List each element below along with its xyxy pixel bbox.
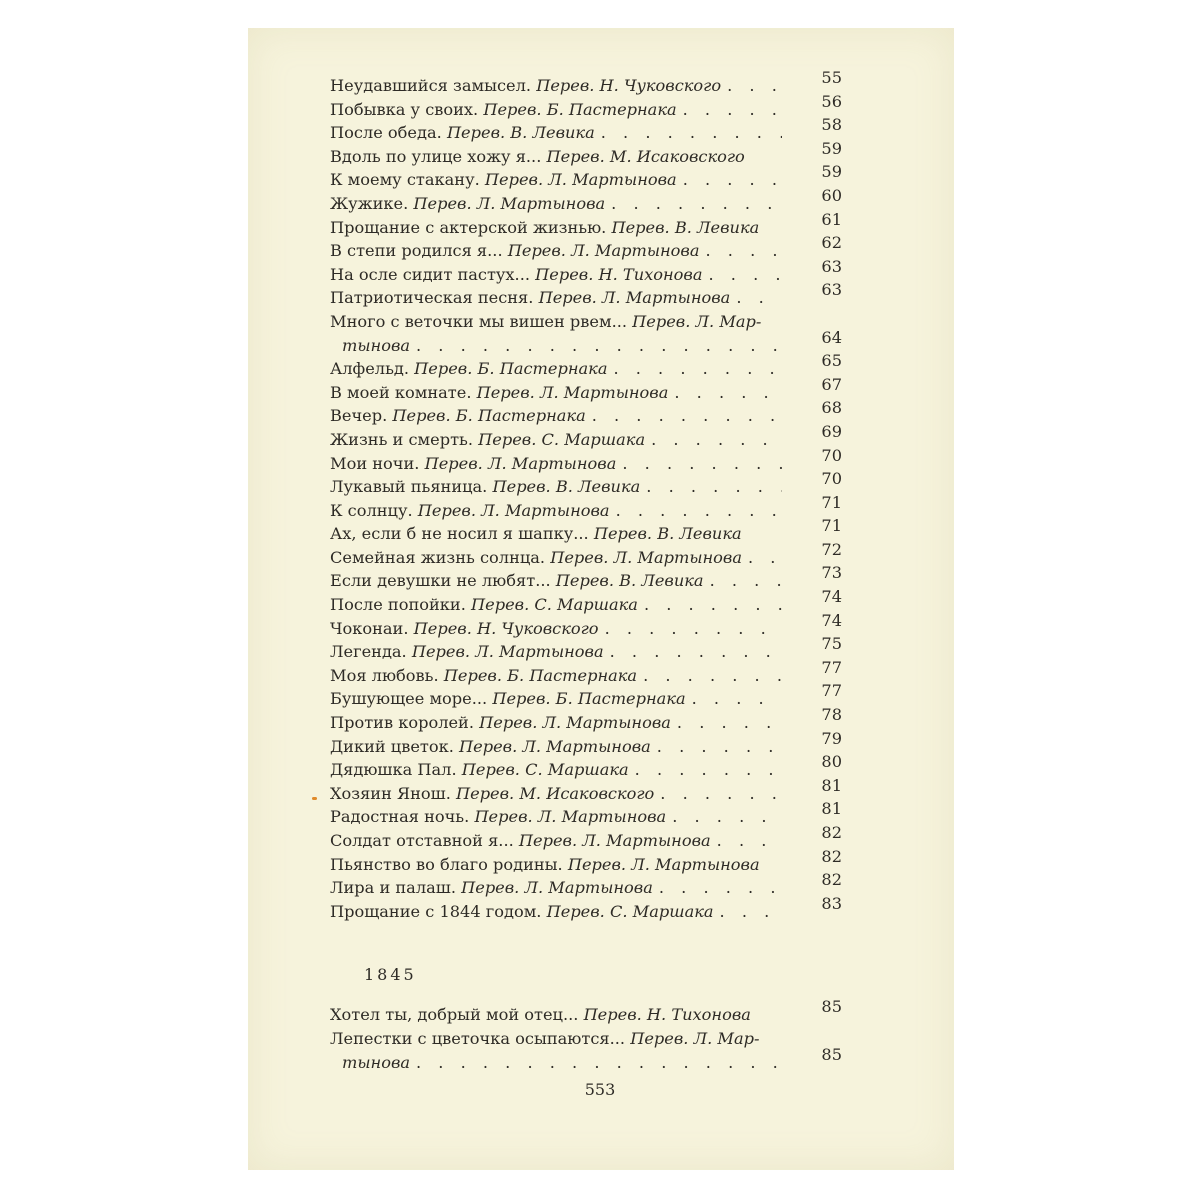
toc-entry bbox=[330, 657, 850, 688]
poem-title: Пьянство во благо родины. bbox=[330, 854, 563, 874]
dot-leader bbox=[622, 452, 782, 476]
toc-entry-line bbox=[330, 805, 782, 829]
translator-credit: Перев. Л. Мартынова bbox=[538, 288, 731, 308]
toc-entry-body bbox=[330, 853, 782, 877]
translator-credit: Перев. Н. Тихонова bbox=[583, 1005, 751, 1025]
toc-entry-body bbox=[330, 381, 782, 405]
toc-entry bbox=[330, 705, 850, 735]
toc-entry bbox=[330, 162, 850, 192]
toc-page-number: 81 bbox=[821, 775, 842, 795]
translator-credit: Перев. Н. Тихонова bbox=[535, 264, 703, 284]
toc-entry-line bbox=[330, 74, 782, 98]
dot-leader bbox=[659, 876, 782, 900]
translator-credit: Перев. В. Левика bbox=[446, 123, 595, 143]
toc-entry-body bbox=[330, 829, 782, 853]
toc-entry-line bbox=[330, 192, 782, 216]
toc-page-number: 82 bbox=[821, 823, 842, 842]
toc-entry-line bbox=[330, 569, 782, 593]
toc-page-number: 63 bbox=[821, 280, 842, 300]
toc-entry bbox=[330, 1027, 850, 1074]
toc-entry-line bbox=[330, 640, 782, 664]
poem-title: Радостная ночь. bbox=[330, 807, 470, 827]
toc-entry bbox=[330, 610, 850, 641]
toc-entry-line bbox=[330, 239, 782, 263]
translator-credit: Перев. Л. Мар- bbox=[632, 311, 762, 331]
poem-title: После обеда. bbox=[330, 123, 442, 143]
toc-page-number: 68 bbox=[821, 398, 842, 418]
toc-entry-body bbox=[330, 145, 782, 169]
toc-entry-body bbox=[330, 758, 782, 782]
translator-credit: Перев. Л. Мартынова bbox=[424, 453, 617, 473]
dot-leader bbox=[610, 640, 782, 664]
poem-title: Дикий цветок. bbox=[330, 736, 454, 756]
poem-title: Жизнь и смерть. bbox=[330, 429, 474, 449]
toc-entry-line bbox=[330, 499, 782, 523]
translator-credit: Перев. Л. Мартынова bbox=[507, 241, 700, 261]
toc-page-number: 65 bbox=[821, 351, 842, 371]
toc-entry-line bbox=[330, 1027, 782, 1051]
translator-credit: Перев. Л. Мартынова bbox=[567, 854, 760, 874]
poem-title: Неудавшийся замысел. bbox=[330, 76, 532, 95]
translator-credit: тынова bbox=[342, 335, 411, 355]
toc-entry-body bbox=[330, 357, 782, 381]
translator-credit: Перев. Л. Мартынова bbox=[411, 642, 604, 662]
toc-entry-body bbox=[330, 593, 782, 617]
toc-entry bbox=[330, 398, 850, 428]
toc-entry-line bbox=[330, 687, 782, 711]
toc-page-number: 75 bbox=[821, 634, 842, 654]
toc-entry-line bbox=[330, 593, 782, 617]
toc-entry-line bbox=[330, 522, 782, 546]
dot-leader bbox=[672, 805, 782, 829]
dot-leader bbox=[605, 617, 782, 641]
poem-title: Солдат отставной я... bbox=[330, 831, 514, 850]
dot-leader bbox=[660, 782, 782, 806]
toc-entry-line bbox=[330, 145, 782, 169]
toc-entry-line bbox=[330, 900, 782, 924]
toc-entry bbox=[330, 91, 850, 122]
toc-entry bbox=[330, 997, 850, 1027]
toc-entry bbox=[330, 634, 850, 664]
poem-title: Чоконаи. bbox=[330, 618, 409, 638]
toc-section bbox=[330, 68, 850, 923]
dot-leader bbox=[651, 428, 782, 452]
table-of-contents bbox=[330, 68, 850, 1074]
toc-entry bbox=[330, 893, 850, 924]
poem-title: Вечер. bbox=[330, 406, 388, 426]
translator-credit: Перев. Л. Мар- bbox=[630, 1028, 760, 1048]
poem-title: Моя любовь. bbox=[330, 665, 439, 685]
toc-entry bbox=[330, 752, 850, 782]
translator-credit: Перев. Л. Мартынова bbox=[479, 713, 671, 733]
toc-entry-line bbox=[330, 475, 782, 499]
dot-leader bbox=[616, 499, 782, 523]
toc-page-number: 71 bbox=[821, 492, 842, 512]
toc-entry-body bbox=[330, 475, 782, 499]
translator-credit: Перев. В. Левика bbox=[555, 571, 704, 591]
toc-entry bbox=[330, 374, 850, 405]
toc-entry bbox=[330, 492, 850, 523]
toc-entry bbox=[330, 587, 850, 617]
toc-entry bbox=[330, 185, 850, 216]
dot-leader bbox=[710, 569, 782, 593]
toc-entry-line bbox=[330, 1003, 782, 1027]
toc-entry-body bbox=[330, 263, 782, 287]
toc-page-number: 69 bbox=[821, 421, 842, 441]
toc-entry-body bbox=[330, 1003, 782, 1027]
toc-entry-line bbox=[330, 735, 782, 759]
translator-credit: Перев. Б. Пастернака bbox=[392, 406, 586, 426]
toc-entry bbox=[330, 539, 850, 570]
toc-entry bbox=[330, 209, 850, 240]
toc-page-number: 78 bbox=[821, 705, 842, 725]
poem-title: В моей комнате. bbox=[330, 382, 472, 402]
toc-entry-body bbox=[330, 664, 782, 688]
toc-entry-line bbox=[330, 381, 782, 405]
toc-page-number: 74 bbox=[821, 587, 842, 607]
translator-credit: Перев. Н. Чуковского bbox=[536, 76, 722, 95]
toc-page-number: 80 bbox=[821, 752, 842, 772]
toc-entry bbox=[330, 775, 850, 806]
toc-entry-body bbox=[330, 452, 782, 476]
toc-entry-line bbox=[330, 782, 782, 806]
toc-page-number: 58 bbox=[821, 115, 842, 135]
toc-page-number: 59 bbox=[821, 138, 842, 158]
toc-entry-body bbox=[330, 121, 782, 145]
toc-page-number: 60 bbox=[821, 185, 842, 205]
toc-page-number: 79 bbox=[821, 728, 842, 748]
toc-page-number: 85 bbox=[821, 997, 842, 1017]
toc-entry-body bbox=[330, 216, 782, 240]
toc-entry bbox=[330, 681, 850, 711]
poem-title: Побывка у своих. bbox=[330, 99, 479, 119]
dot-leader bbox=[674, 381, 782, 405]
toc-entry bbox=[330, 870, 850, 900]
toc-entry-line bbox=[330, 546, 782, 570]
toc-entry bbox=[330, 728, 850, 759]
dot-leader bbox=[635, 758, 782, 782]
dot-leader bbox=[611, 192, 782, 216]
toc-entry-body bbox=[330, 499, 782, 523]
toc-entry-body bbox=[330, 617, 782, 641]
toc-page-number: 77 bbox=[821, 681, 842, 701]
poem-title: Мои ночи. bbox=[330, 453, 420, 473]
translator-credit: Перев. С. Маршака bbox=[546, 901, 714, 921]
toc-entry bbox=[330, 351, 850, 381]
poem-title: Ах, если б не носил я шапку... bbox=[330, 524, 589, 544]
translator-credit: Перев. Б. Пастернака bbox=[414, 359, 608, 379]
toc-entry-line bbox=[330, 876, 782, 900]
translator-credit: Перев. С. Маршака bbox=[478, 429, 646, 449]
poem-title: Легенда. bbox=[330, 642, 407, 662]
translator-credit: Перев. Л. Мартынова bbox=[417, 500, 610, 520]
dot-leader bbox=[416, 334, 782, 358]
translator-credit: Перев. Б. Пастернака bbox=[443, 665, 638, 685]
translator-credit: Перев. В. Левика bbox=[593, 524, 742, 544]
poem-title: Против королей. bbox=[330, 713, 474, 733]
toc-entry-line bbox=[330, 1051, 782, 1075]
poem-title: Патриотическая песня. bbox=[330, 288, 534, 308]
section-year-heading: 1845 bbox=[364, 965, 417, 985]
toc-page-number: 85 bbox=[821, 1044, 842, 1064]
dot-leader bbox=[717, 829, 782, 853]
dot-leader bbox=[748, 546, 782, 570]
toc-entry bbox=[330, 68, 850, 98]
toc-entry-line bbox=[330, 711, 782, 735]
toc-page-number: 83 bbox=[821, 893, 842, 913]
toc-entry-line bbox=[330, 829, 782, 853]
toc-entry-body bbox=[330, 286, 782, 310]
poem-title: К моему стакану. bbox=[330, 170, 480, 190]
dot-leader bbox=[646, 475, 782, 499]
toc-entry-body bbox=[330, 640, 782, 664]
poem-title: Лепестки с цветочка осыпаются... bbox=[330, 1028, 626, 1048]
toc-page-number: 73 bbox=[821, 563, 842, 583]
toc-page-number: 82 bbox=[821, 870, 842, 890]
poem-title: В степи родился я... bbox=[330, 241, 503, 261]
paper-blemish bbox=[312, 797, 317, 800]
translator-credit: Перев. Л. Мартынова bbox=[518, 831, 711, 850]
dot-leader bbox=[692, 687, 782, 711]
toc-page-number: 59 bbox=[821, 162, 842, 182]
dot-leader bbox=[720, 900, 782, 924]
toc-entry-line bbox=[330, 121, 782, 145]
toc-entry bbox=[330, 846, 850, 877]
toc-entry-body bbox=[330, 876, 782, 900]
poem-title: Прощание с актерской жизнью. bbox=[330, 217, 607, 237]
poem-title: Если девушки не любят... bbox=[330, 571, 551, 591]
toc-page-number: 64 bbox=[821, 327, 842, 347]
translator-credit: Перев. Л. Мартынова bbox=[476, 382, 669, 402]
poem-title: Много с веточки мы вишен рвем... bbox=[330, 311, 628, 331]
toc-entry-body bbox=[330, 711, 782, 735]
dot-leader bbox=[683, 168, 782, 192]
toc-entry-body bbox=[330, 805, 782, 829]
toc-entry-body bbox=[330, 98, 782, 122]
toc-entry bbox=[330, 421, 850, 452]
translator-credit: Перев. Б. Пастернака bbox=[492, 689, 686, 709]
toc-entry-body bbox=[330, 546, 782, 570]
translator-credit: Перев. В. Левика bbox=[492, 477, 641, 497]
toc-entry-line bbox=[330, 758, 782, 782]
toc-entry-line bbox=[330, 310, 782, 334]
toc-entry bbox=[330, 799, 850, 829]
dot-leader bbox=[657, 735, 782, 759]
toc-page-number: 56 bbox=[821, 91, 842, 111]
dot-leader bbox=[709, 263, 783, 287]
toc-entry-body bbox=[330, 428, 782, 452]
toc-section bbox=[330, 963, 850, 1074]
toc-entry-line bbox=[330, 853, 782, 877]
toc-entry-body bbox=[330, 735, 782, 759]
toc-entry bbox=[330, 256, 850, 287]
translator-credit: Перев. Л. Мартынова bbox=[474, 807, 667, 827]
toc-entry-body bbox=[330, 687, 782, 711]
toc-entry-body bbox=[330, 404, 782, 428]
poem-title: Вдоль по улице хожу я... bbox=[330, 146, 542, 166]
poem-title: На осле сидит пастух... bbox=[330, 264, 530, 284]
toc-entry-line bbox=[330, 263, 782, 287]
translator-credit: Перев. М. Исаковского bbox=[456, 783, 655, 803]
dot-leader bbox=[727, 74, 782, 98]
dot-leader bbox=[643, 664, 782, 688]
translator-credit: Перев. Б. Пастернака bbox=[483, 99, 677, 119]
poem-title: Семейная жизнь солнца. bbox=[330, 547, 546, 567]
toc-entry-line bbox=[330, 428, 782, 452]
toc-entry-line bbox=[330, 286, 782, 310]
dot-leader bbox=[706, 239, 782, 263]
poem-title: Хозяин Янош. bbox=[330, 783, 451, 803]
toc-entry-body bbox=[330, 1027, 782, 1074]
toc-entry bbox=[330, 138, 850, 169]
toc-entry bbox=[330, 280, 850, 310]
toc-entry-body bbox=[330, 900, 782, 924]
translator-credit: Перев. С. Маршака bbox=[471, 595, 638, 615]
toc-entry-line bbox=[330, 216, 782, 240]
toc-page-number: 70 bbox=[821, 445, 842, 465]
toc-page-number: 82 bbox=[821, 846, 842, 866]
dot-leader bbox=[592, 404, 782, 428]
toc-entry bbox=[330, 233, 850, 263]
dot-leader bbox=[683, 98, 782, 122]
toc-page-number: 70 bbox=[821, 469, 842, 489]
toc-entry-line bbox=[330, 357, 782, 381]
toc-entry bbox=[330, 823, 850, 853]
toc-entry-line bbox=[330, 452, 782, 476]
poem-title: Алфельд. bbox=[330, 359, 410, 379]
poem-title: Лукавый пьяница. bbox=[330, 477, 488, 497]
dot-leader bbox=[613, 357, 782, 381]
poem-title: Прощание с 1844 годом. bbox=[330, 901, 542, 921]
toc-entry-body bbox=[330, 522, 782, 546]
translator-credit: Перев. В. Левика bbox=[611, 217, 760, 237]
toc-entry-line bbox=[330, 664, 782, 688]
toc-entry-line bbox=[330, 617, 782, 641]
toc-page-number: 72 bbox=[821, 539, 842, 559]
toc-entry-body bbox=[330, 168, 782, 192]
toc-page-number: 61 bbox=[821, 209, 842, 229]
toc-entry-body bbox=[330, 569, 782, 593]
translator-credit: Перев. Л. Мартынова bbox=[461, 878, 653, 898]
toc-page-number: 71 bbox=[821, 516, 842, 536]
toc-entry-body bbox=[330, 782, 782, 806]
toc-page-number: 67 bbox=[821, 374, 842, 394]
page-number: 553 bbox=[584, 1080, 616, 1099]
poem-title: Лира и палаш. bbox=[330, 878, 456, 898]
toc-entry-body bbox=[330, 192, 782, 216]
poem-title: Хотел ты, добрый мой отец... bbox=[330, 1005, 579, 1025]
translator-credit: Перев. Л. Мартынова bbox=[459, 736, 651, 756]
dot-leader bbox=[677, 711, 782, 735]
poem-title: После попойки. bbox=[330, 595, 466, 615]
toc-entry bbox=[330, 445, 850, 476]
translator-credit: Перев. Л. Мартынова bbox=[413, 193, 606, 213]
toc-page-number: 81 bbox=[821, 799, 842, 819]
toc-entry-body bbox=[330, 74, 782, 98]
toc-entry-line bbox=[330, 404, 782, 428]
toc-entry-line bbox=[330, 168, 782, 192]
toc-page-number: 55 bbox=[821, 68, 842, 87]
poem-title: К солнцу. bbox=[330, 500, 413, 520]
poem-title: Бушующее море... bbox=[330, 689, 488, 709]
dot-leader bbox=[416, 1051, 782, 1075]
translator-credit: Перев. Н. Чуковского bbox=[413, 618, 599, 638]
toc-page-number: 62 bbox=[821, 233, 842, 253]
translator-credit: Перев. Л. Мартынова bbox=[550, 547, 742, 567]
translator-credit: Перев. С. Маршака bbox=[461, 760, 629, 780]
toc-entry-line bbox=[330, 334, 782, 358]
dot-leader bbox=[601, 121, 782, 145]
toc-entry bbox=[330, 115, 850, 145]
poem-title: Дядюшка Пал. bbox=[330, 760, 457, 780]
translator-credit: Перев. М. Исаковского bbox=[546, 146, 745, 166]
translator-credit: тынова bbox=[342, 1052, 411, 1072]
dot-leader bbox=[736, 286, 782, 310]
toc-entry bbox=[330, 563, 850, 593]
dot-leader bbox=[644, 593, 782, 617]
toc-page-number: 63 bbox=[821, 256, 842, 276]
toc-entry bbox=[330, 516, 850, 546]
toc-page-number: 77 bbox=[821, 657, 842, 677]
poem-title: Жужике. bbox=[330, 193, 409, 213]
toc-entry-line bbox=[330, 98, 782, 122]
toc-page-number: 74 bbox=[821, 610, 842, 630]
toc-entry-body bbox=[330, 310, 782, 357]
toc-entry bbox=[330, 310, 850, 357]
toc-entry bbox=[330, 469, 850, 499]
toc-entry-body bbox=[330, 239, 782, 263]
translator-credit: Перев. Л. Мартынова bbox=[484, 170, 677, 190]
